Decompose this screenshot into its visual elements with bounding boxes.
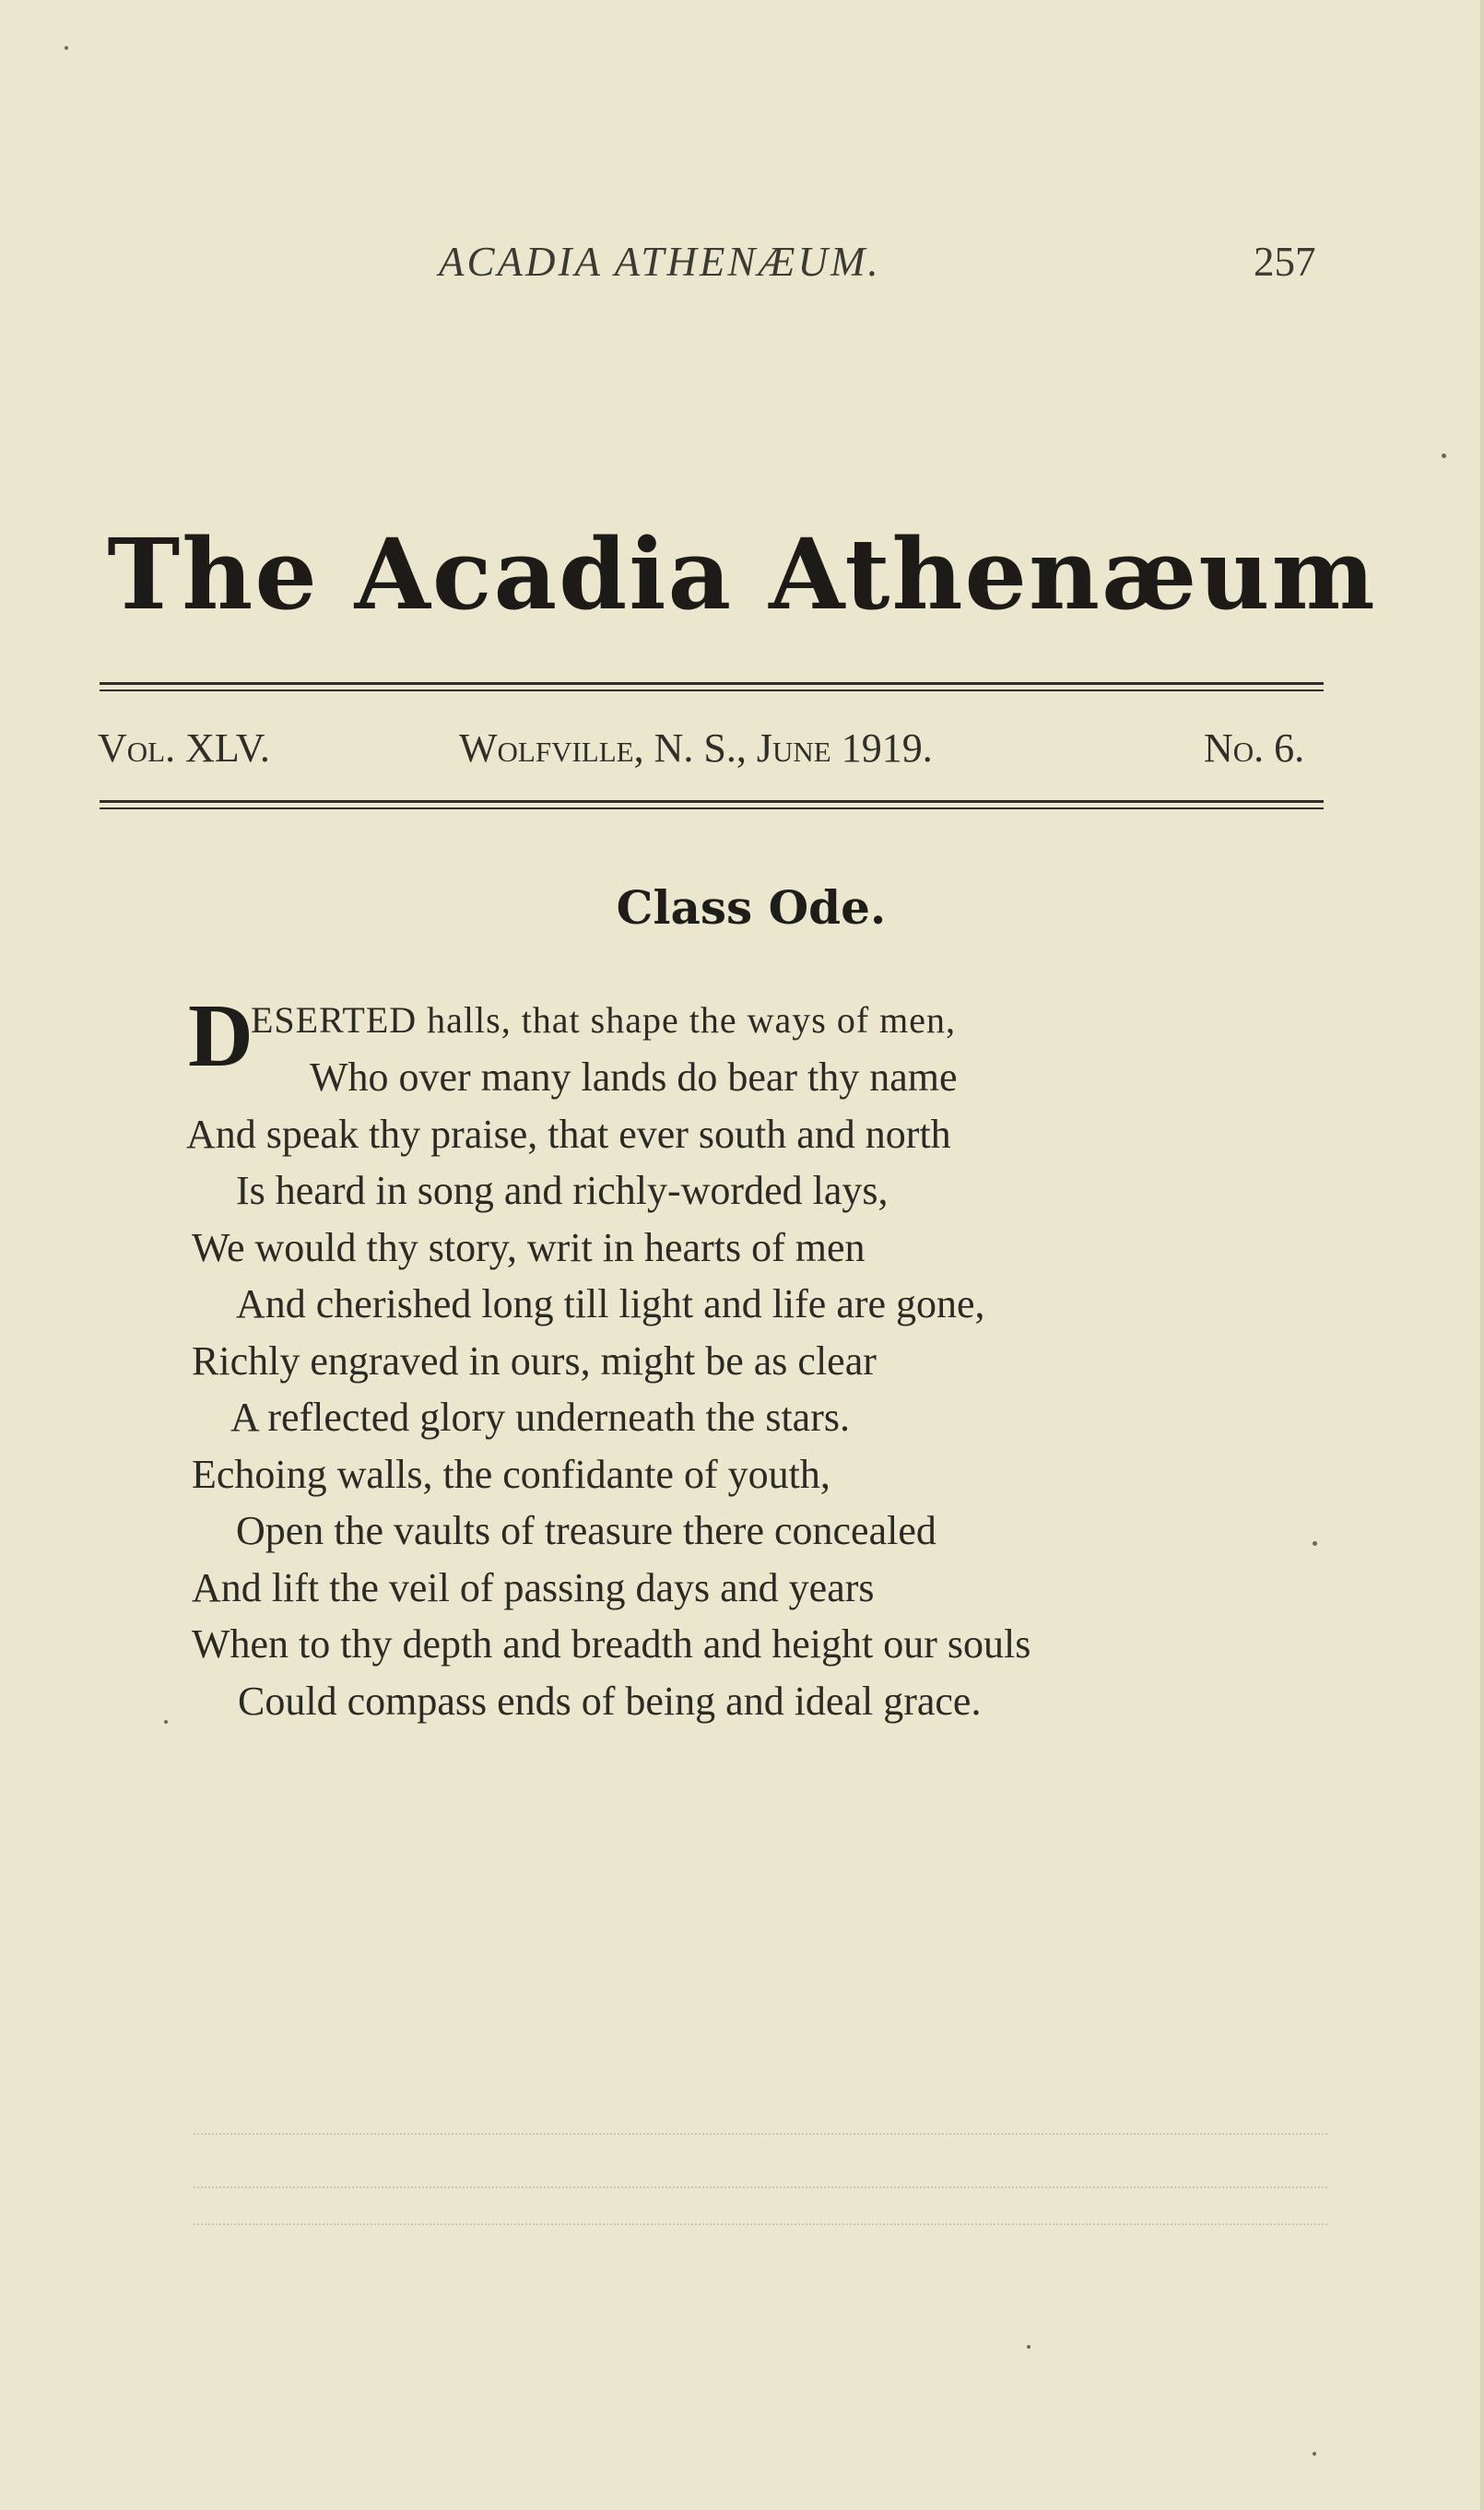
bleed-through-row (194, 2186, 1327, 2191)
poem-title: Class Ode. (616, 880, 887, 935)
poem-line-3: And speak thy praise, that ever south and north (186, 1112, 951, 1157)
page-number: 257 (1254, 239, 1316, 285)
poem-line-10: Open the vaults of treasure there concealed (236, 1508, 936, 1553)
paper-speck (1027, 2345, 1031, 2349)
paper-speck (1442, 454, 1446, 458)
drop-cap: D (188, 986, 253, 1086)
bleed-through-row (194, 2133, 1327, 2138)
masthead-rule-bottom (100, 800, 1324, 809)
poem-line-8: A reflected glory underneath the stars. (230, 1395, 850, 1440)
running-title: ACADIA ATHENÆUM. (439, 239, 881, 285)
poem-line-1: ESERTED halls, that shape the ways of men, (251, 999, 957, 1041)
poem-line-7: Richly engraved in ours, might be as clear (192, 1338, 877, 1384)
poem-line-13: Could compass ends of being and ideal grace. (238, 1679, 982, 1724)
poem-line-11: And lift the veil of passing days and years (192, 1565, 875, 1610)
issue-place-date: Wolfville, N. S., June 1919. (459, 725, 933, 771)
masthead-title: The Acadia Athenæum (107, 516, 1377, 631)
masthead-rule-top (100, 682, 1324, 691)
bleed-through-row (194, 2223, 1327, 2228)
poem-line-6: And cherished long till light and life are gone, (236, 1281, 985, 1326)
issue-number: No. 6. (1204, 725, 1305, 771)
running-head (0, 238, 1484, 293)
poem-line-4: Is heard in song and richly-worded lays, (236, 1168, 889, 1213)
paper-speck (164, 1720, 168, 1724)
paper-speck (65, 46, 68, 50)
issue-volume: Vol. XLV. (98, 725, 270, 771)
poem-line-2: Who over many lands do bear thy name (310, 1055, 958, 1100)
paper-speck (1313, 1541, 1317, 1546)
poem-line-9: Echoing walls, the confidante of youth, (192, 1452, 830, 1497)
poem-line-12: When to thy depth and breadth and height our souls (192, 1621, 1031, 1667)
poem-line-5: We would thy story, writ in hearts of men (192, 1225, 866, 1270)
paper-speck (1313, 2452, 1316, 2456)
issue-line (0, 725, 1484, 780)
